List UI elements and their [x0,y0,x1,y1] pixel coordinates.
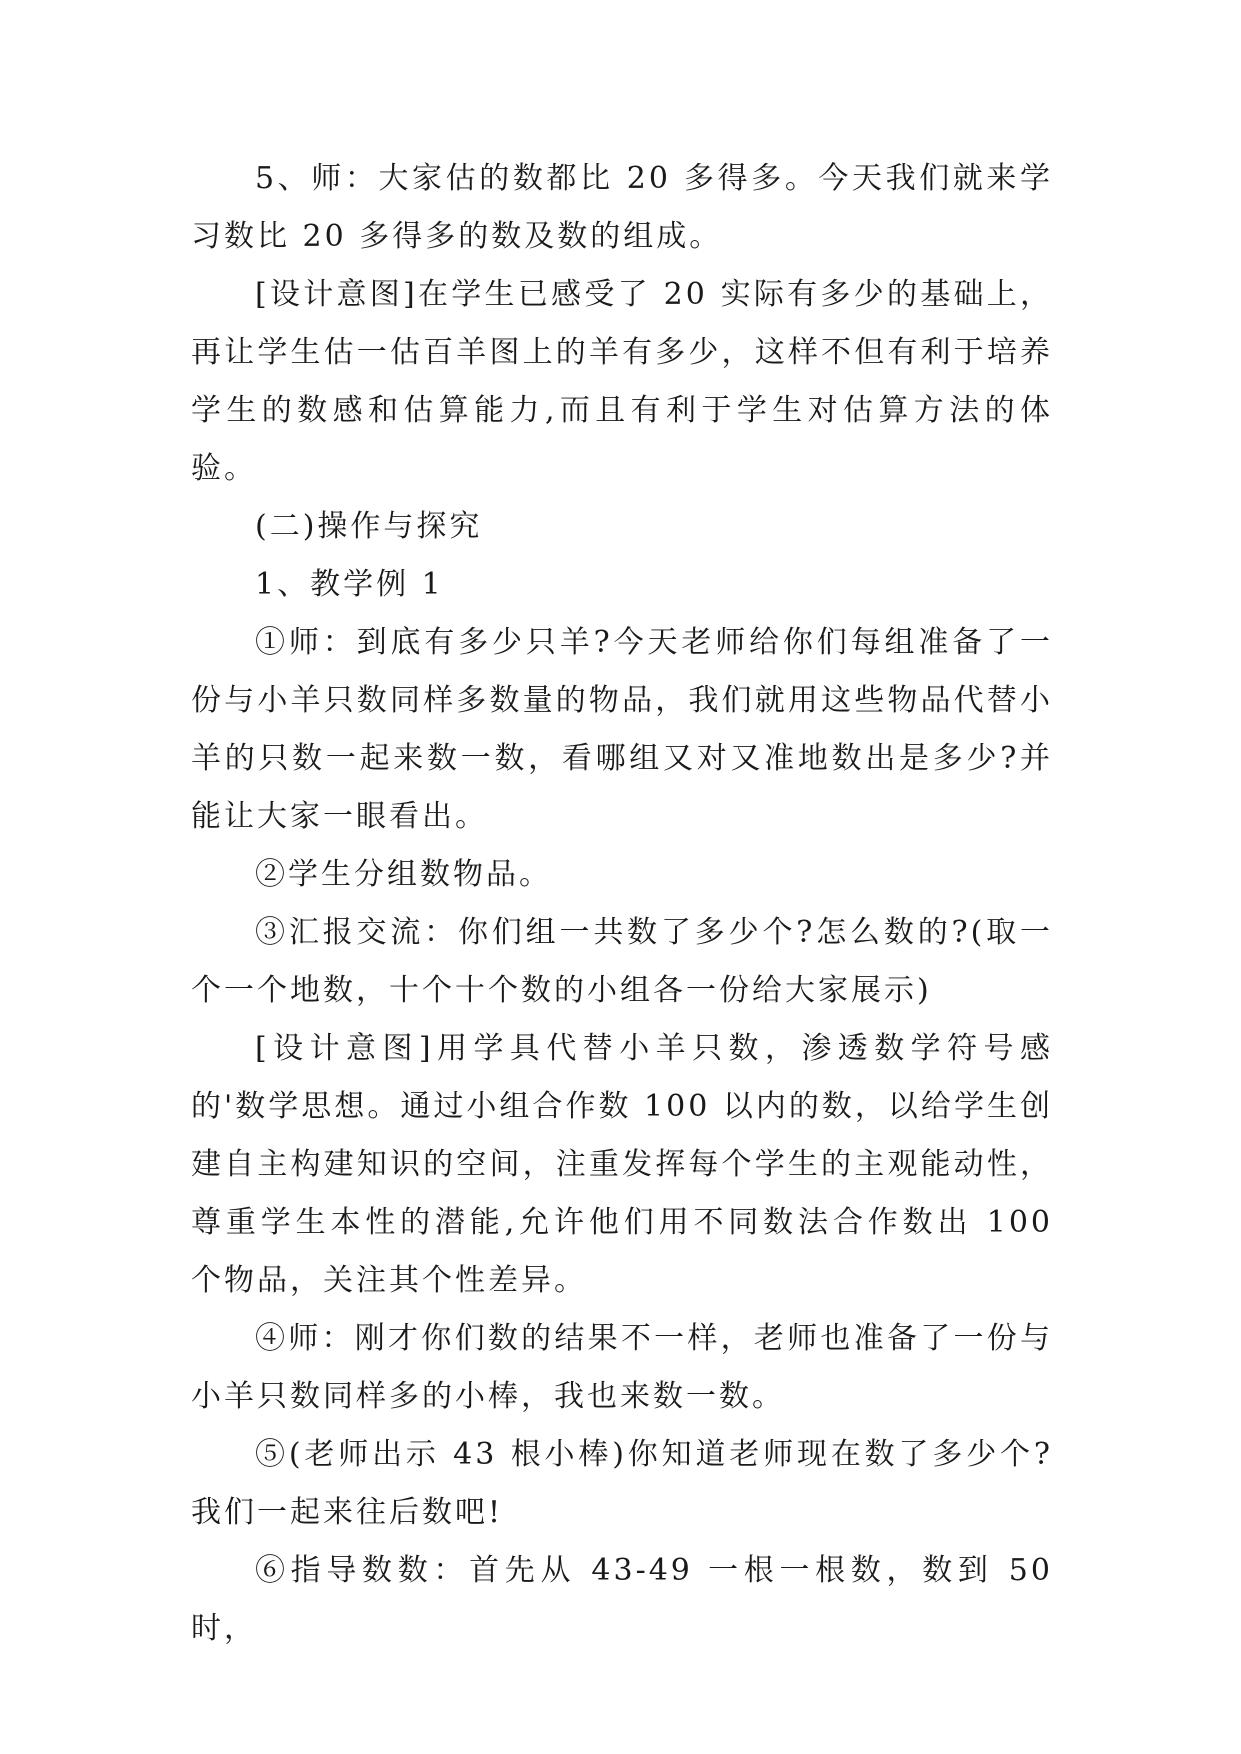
paragraph-design-intent-1: [设计意图]在学生已感受了 20 实际有多少的基础上，再让学生估一估百羊图上的羊有多少，这样不但有利于培养学生的数感和估算能力,而且有利于学生对估算方法的体验。 [191,277,1053,486]
paragraph-design-intent-2: [设计意图]用学具代替小羊只数，渗透数学符号感的'数学思想。通过小组合作数 100 以内的数，以给学生创建自主构建知识的空间，注重发挥每个学生的主观能动性，尊重学生本性的潜能,允许他们用不同数法合作数出 100 个物品，关注其个性差异。 [191,1031,1053,1298]
paragraph-step-4: ④师：刚才你们数的结果不一样，老师也准备了一份与小羊只数同样多的小棒，我也来数一数。 [191,1321,1053,1414]
paragraph-step-2: ②学生分组数物品。 [255,857,552,892]
paragraph-step-3: ③汇报交流：你们组一共数了多少个?怎么数的?(取一个一个地数，十个十个数的小组各一份给大家展示) [191,915,1053,1008]
paragraph-step-6: ⑥指导数数：首先从 43-49 一根一根数，数到 50 时， [191,1553,1053,1646]
paragraph-step-1: ①师：到底有多少只羊?今天老师给你们每组准备了一份与小羊只数同样多数量的物品，我们就用这些物品代替小羊的只数一起来数一数，看哪组又对又准地数出是多少?并能让大家一眼看出。 [191,625,1053,834]
subheading-example-1: 1、教学例 1 [255,567,444,602]
document-body [191,150,1053,1658]
section-heading-operation: (二)操作与探究 [255,509,483,544]
paragraph-step-5: ⑤(老师出示 43 根小棒)你知道老师现在数了多少个?我们一起来往后数吧! [191,1437,1053,1530]
paragraph-teacher-intro: 5、师：大家估的数都比 20 多得多。今天我们就来学习数比 20 多得多的数及数的组成。 [191,161,1053,254]
